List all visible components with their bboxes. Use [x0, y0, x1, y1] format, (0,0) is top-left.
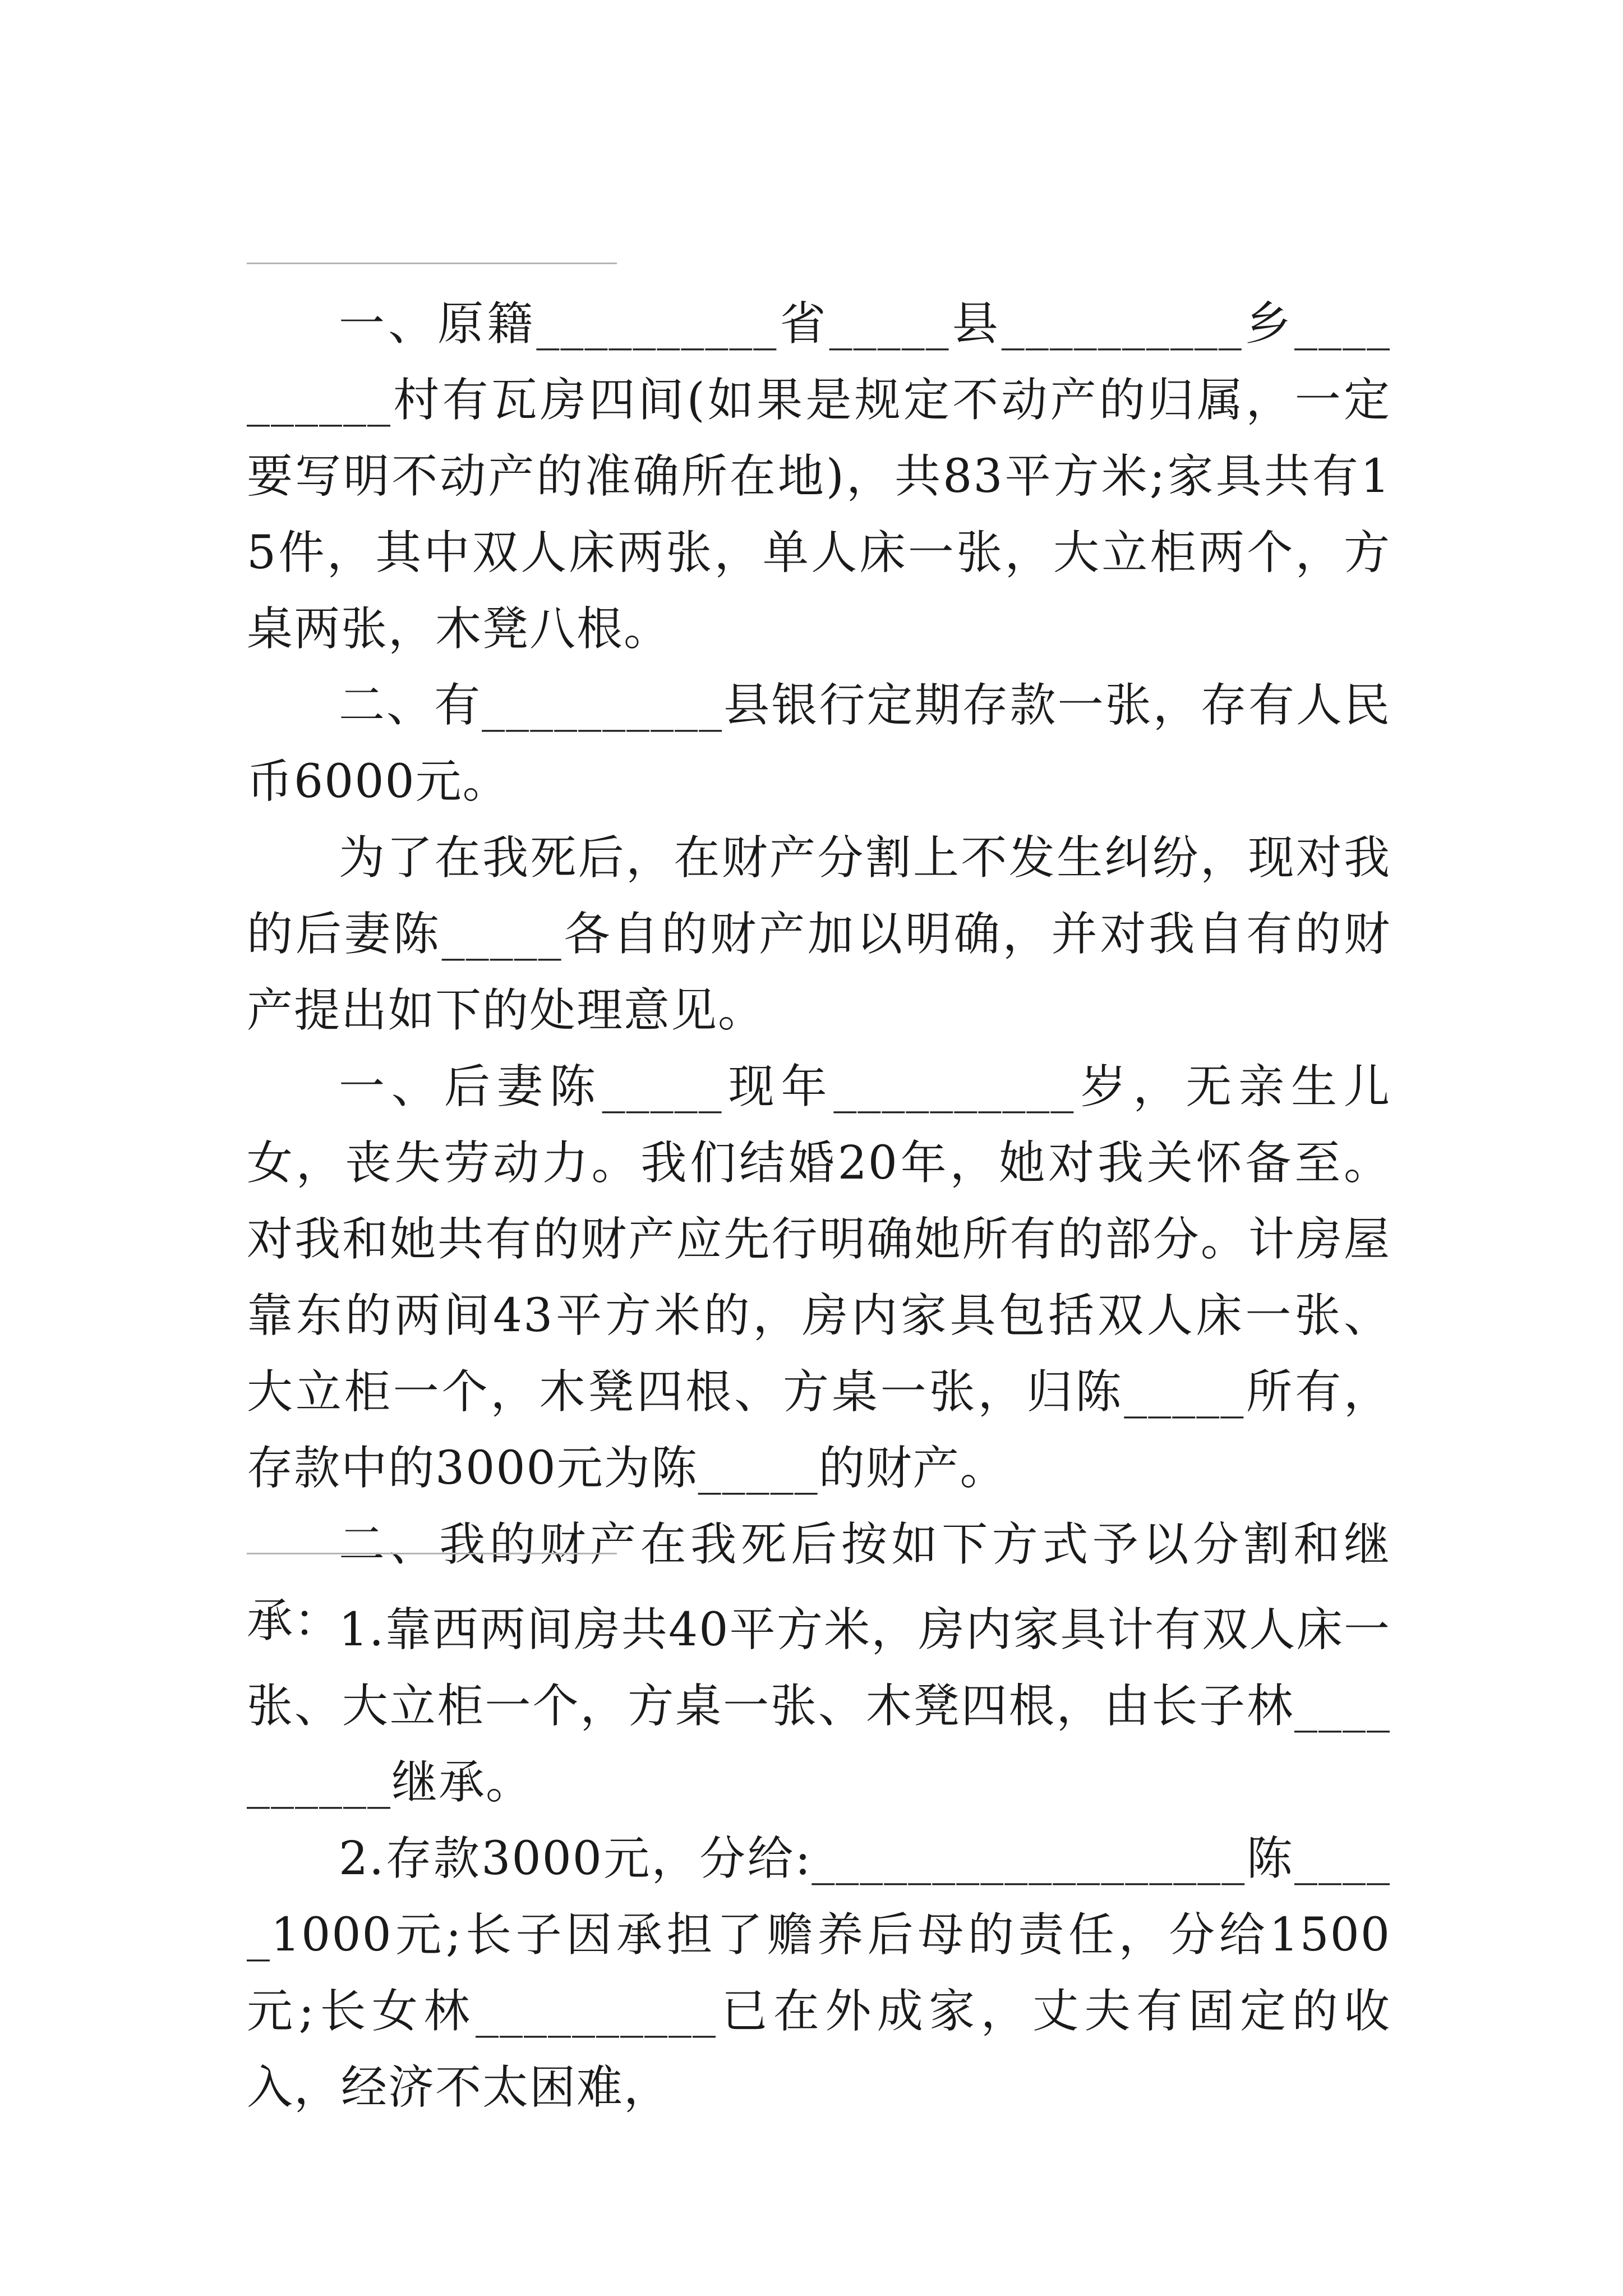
body-text-bottom	[247, 1592, 1391, 2126]
paragraph-inheritance-intro: 二、我的财产在我死后按如下方式予以分割和继承：	[247, 1518, 1391, 1648]
separator-line-top	[247, 263, 617, 264]
body-text-top	[247, 286, 1391, 1659]
paragraph-item-1: 1.靠西两间房共40平方米，房内家具计有双人床一张、大立柜一个，方桌一张、木凳四根，由长子林__________继承。	[247, 1603, 1391, 1809]
paragraph-wife-share: 一、后妻陈_____现年__________岁，无亲生儿女，丧失劳动力。我们结婚20年，她对我关怀备至。对我和她共有的财产应先行明确她所有的部分。计房屋靠东的两间43平方米的，房内家具包括双人床一张、大立柜一个，木凳四根、方桌一张，归陈_____所有，存款中的3000元为陈_____的财产。	[247, 1060, 1391, 1495]
paragraph-bank-deposit: 二、有__________县银行定期存款一张，存有人民币6000元。	[247, 679, 1391, 808]
paragraph-property-list: 一、原籍__________省_____县__________乡__________村有瓦房四间(如果是规定不动产的归属，一定要写明不动产的准确所在地)，共83平方米;家具共有15件，其中双人床两张，单人床一张，大立柜两个，方桌两张，木凳八根。	[247, 297, 1391, 656]
separator-line-middle	[247, 1553, 617, 1554]
paragraph-purpose: 为了在我死后，在财产分割上不发生纠纷，现对我的后妻陈_____各自的财产加以明确，并对我自有的财产提出如下的处理意见。	[247, 831, 1391, 1037]
paragraph-item-2: 2.存款3000元，分给:__________________陈_____1000元;长子因承担了赡养后母的责任，分给1500元;长女林__________已在外成家，丈夫有固定的收入，经济不太困难，	[247, 1832, 1391, 2114]
